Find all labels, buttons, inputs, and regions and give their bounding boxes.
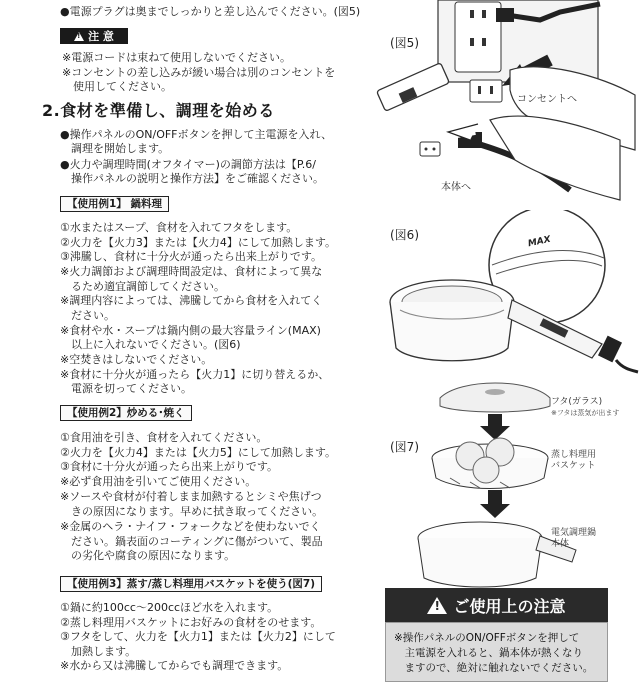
plug-note: ●電源プラグは奥までしっかりと差し込んでください。(図5) — [60, 5, 361, 18]
basket-label-1: 蒸し料理用 — [551, 450, 597, 460]
basket-label-2: バスケット — [551, 461, 596, 471]
intro-line-2: 調理を開始します。 — [60, 142, 170, 155]
fig6-label: (図6) — [390, 228, 419, 242]
caution-line-2: ※コンセントの差し込みが緩い場合は別のコンセントを — [62, 66, 336, 79]
warning-icon — [427, 597, 447, 614]
example1-line-11: ※食材に十分火が通ったら【火力1】に切り替えるか、 — [60, 368, 330, 381]
example1-line-3: ③沸騰し、食材に十分火が通ったら出来上がりです。 — [60, 250, 322, 263]
example2-title: 【使用例2】炒める･焼く — [60, 405, 192, 421]
pot-label-1: 電気調理鍋 — [551, 528, 597, 538]
max-mark: MAX — [527, 234, 552, 250]
caution-line-3: 使用してください。 — [62, 80, 172, 93]
example1-line-10: ※空焚きはしないでください。 — [60, 353, 213, 366]
fig6-illustration — [372, 210, 640, 380]
example1-line-4: ※火力調節および調理時間設定は、食材によって異な — [60, 265, 323, 278]
notice-line-1: ※操作パネルのON/OFFボタンを押して — [394, 632, 580, 644]
example1-line-8: ※食材や水・スープは鍋内側の最大容量ライン(MAX) — [60, 324, 321, 337]
example3-line-5: ※水から又は沸騰してからでも調理できます。 — [60, 659, 289, 672]
example1-line-5: るため適宜調節してください。 — [60, 280, 225, 293]
intro-line-1: ●操作パネルのON/OFFボタンを押して主電源を入れ、 — [60, 128, 333, 141]
example1-line-6: ※調理内容によっては、沸騰してから食材を入れてく — [60, 294, 323, 307]
example1-line-9: 以上に入れないでください。(図6) — [60, 338, 241, 351]
example2-line-9: の劣化や腐食の原因になります。 — [60, 549, 236, 562]
example3-title: 【使用例3】蒸す/蒸し料理用バスケットを使う(図7) — [60, 576, 322, 592]
example2-line-5: ※ソースや食材が付着しまま加熱するとシミや焦げつ — [60, 490, 322, 503]
example3-line-1: ①鍋に約100cc～200ccほど水を入れます。 — [60, 601, 279, 614]
fig5-label: (図5) — [390, 36, 419, 50]
fig7-label: (図7) — [390, 440, 419, 454]
notice-header — [385, 588, 608, 622]
outlet-label: コンセントへ — [517, 94, 577, 105]
notice-body — [385, 622, 608, 682]
example1-line-7: ださい。 — [60, 309, 115, 322]
notice-line-2: 主電源を入れると、鍋本体が熱くなり — [394, 647, 583, 659]
fig5-illustration — [370, 0, 640, 210]
example2-line-2: ②火力を【火力4】または【火力5】にして加熱します。 — [60, 446, 336, 459]
intro-line-4: 操作パネルの説明と操作方法】をご確認ください。 — [60, 172, 324, 185]
section-title: 2.食材を準備し、調理を始める — [42, 101, 275, 120]
lid-note: ※フタは蒸気が出ます — [551, 409, 620, 417]
caution-title: 注 意 — [88, 30, 114, 43]
example1-line-1: ①水またはスープ、食材を入れてフタをします。 — [60, 221, 298, 234]
example1-line-2: ②火力を【火力3】または【火力4】にして加熱します。 — [60, 236, 336, 249]
caution-badge — [60, 28, 128, 44]
body-label: 本体へ — [441, 182, 471, 193]
example3-line-3: ③フタをして、火力を【火力1】または【火力2】にして — [60, 630, 336, 643]
example3-line-2: ②蒸し料理用バスケットにお好みの食材をのせます。 — [60, 616, 322, 629]
lid-label: フタ(ガラス) — [551, 397, 603, 407]
pot-label-2: 本体 — [551, 539, 570, 549]
notice-title: ご使用上の注意 — [453, 596, 566, 616]
example2-line-3: ③食材に十分火が通ったら出来上がりです。 — [60, 460, 278, 473]
example3-line-4: 加熱します。 — [60, 645, 137, 658]
warning-icon — [74, 32, 84, 41]
intro-line-3: ●火力や調理時間(オフタイマー)の調節方法は【P.6/ — [60, 158, 316, 171]
example2-line-7: ※金属のヘラ・ナイフ・フォークなどを使わないでく — [60, 520, 321, 533]
notice-line-3: ますので、絶対に触れないでください。 — [394, 662, 594, 674]
example2-line-4: ※必ず食用油を引いてご使用ください。 — [60, 475, 257, 488]
caution-line-1: ※電源コードは束ねて使用しないでください。 — [62, 51, 291, 64]
example2-line-6: きの原因になります。早めに拭き取ってください。 — [60, 505, 324, 518]
example2-line-8: ださい。鍋表面のコーティングに傷がついて、製品 — [60, 535, 323, 548]
example2-line-1: ①食用油を引き、食材を入れてください。 — [60, 431, 268, 444]
example1-title: 【使用例1】 鍋料理 — [60, 196, 169, 212]
example1-line-12: 電源を切ってください。 — [60, 382, 192, 395]
